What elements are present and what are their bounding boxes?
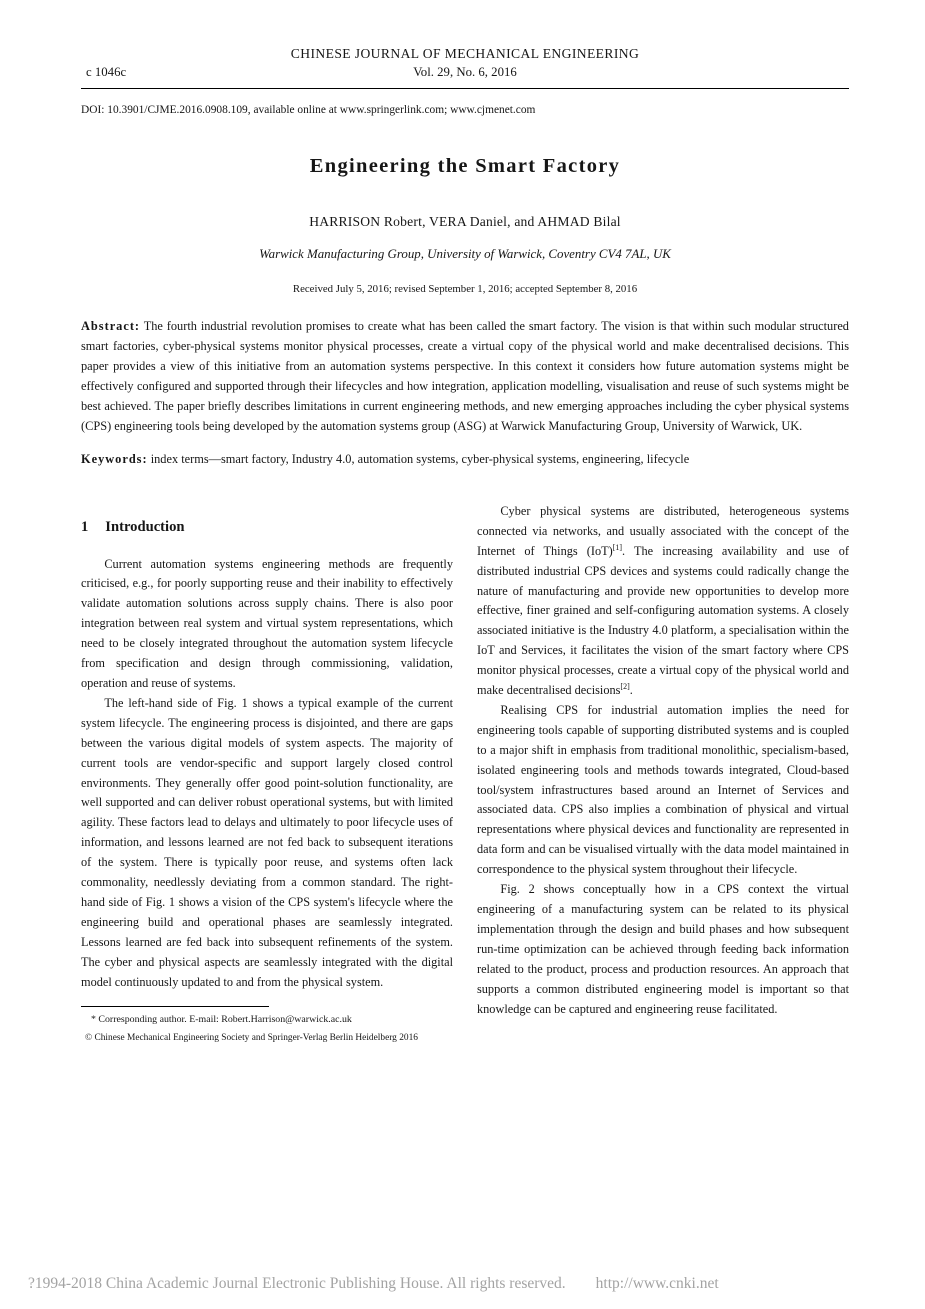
section-heading-introduction — [81, 516, 453, 540]
received-dates: Received July 5, 2016; revised September 1, 2016; accepted September 8, 2016 — [292, 283, 638, 295]
keywords-text: index terms—smart factory, Industry 4.0, automation systems, cyber-physical systems, engineering, lifecycle — [150, 451, 690, 466]
abstract-paragraph — [81, 317, 849, 437]
abstract-text: The fourth industrial revolution promises to create what has been called the smart factory. The vision is that within such modular structured smart factories, cyber-physical systems monitor physical processes, create a virtual copy of the physical world and make decentralised decisions. This paper provides a view of this initiative from an automation systems perspective. In this context it considers how future automation systems might be effectively configured and supported through their lifecycles and how integration, application modelling, visualisation and reuse of such systems might be best achieved. The paper briefly describes limitations in current engineering methods, and new emerging approaches including the cyber physical systems (CPS) engineering tools being developed by the automation systems group (ASG) at Warwick Manufacturing Group, University of Warwick, UK. — [81, 319, 849, 433]
paragraph-text: Cyber physical systems are distributed, heterogeneous systems connected via networks, and usually associated with the concept of the Internet of Things (IoT) — [477, 503, 849, 558]
paragraph: The left-hand side of Fig. 1 shows a typical example of the current system lifecycle. The engineering process is disjointed, and there are gaps between the various digital models of system aspects. The majority of current tools are vendor-specific and support largely closed control environments. They generally offer good point-solution functionality, are well supported and can deliver robust operational systems, but with limited agility. These factors lead to delays and ultimately to poor lifecycle uses of information, and lessons learned are not fed back to subsequent iterations of the system. There is typically poor reuse, and systems often lack commonality, needlessly deviating from a common standard. The right-hand side of Fig. 1 shows a vision of the CPS system's lifecycle where the engineering build and operational phases are seamlessly integrated. Lessons learned are fed back into subsequent refinements of the system. The cyber and physical aspects are seamlessly integrated with the digital model continuously updated to and from the physical system. — [81, 695, 453, 989]
page-number: c 1046c — [86, 65, 127, 79]
body-columns — [81, 502, 849, 1046]
right-column — [477, 502, 849, 1046]
corresponding-author-note: * Corresponding author. E-mail: Robert.Harrison@warwick.ac.uk — [91, 1014, 352, 1026]
watermark-text: ?1994-2018 China Academic Journal Electronic Publishing House. All rights reserved. — [28, 1275, 566, 1292]
citation-ref-1: [1] — [612, 542, 623, 552]
copyright-note: © Chinese Mechanical Engineering Society and Springer-Verlag Berlin Heidelberg 2016 — [85, 1032, 418, 1043]
header-row — [81, 65, 849, 83]
paragraph: Realising CPS for industrial automation implies the need for engineering tools capable of supporting distributed systems and is coupled to a major shift in emphasis from traditional monolithic, specialism-based, isolated engineering tools and methods towards integrated, Cloud-based tool/system infrastructures based around an Internet of Services and associated data. CPS also implies a combination of physical and virtual representations where physical devices and functionality are represented in data form and can be visualised virtually with the data model maintained in correspondence to the physical system throughout their lifecycle. — [477, 702, 849, 877]
paragraph: Fig. 2 shows conceptually how in a CPS context the virtual engineering of a manufacturing system can be related to its physical implementation through the design and build phases and how subsequent run-time optimization can be achieved through feeding back information related to the product, process and production resources. An approach that supports a common distributed engineering model is important so that knowledge can be captured and engineering reuse facilitated. — [477, 882, 849, 1016]
paragraph — [477, 502, 849, 701]
abstract-label: Abstract: — [81, 319, 141, 333]
authors-line: HARRISON Robert, VERA Daniel, and AHMAD Bilal — [309, 214, 621, 229]
citation-ref-2: [2] — [620, 681, 630, 691]
keywords-label: Keywords: — [81, 451, 148, 466]
doi-line: DOI: 10.3901/CJME.2016.0908.109, available online at www.springerlink.com; www.cjmenet.com — [81, 104, 536, 116]
cnki-url: http://www.cnki.net — [595, 1275, 719, 1292]
header-rule — [81, 88, 849, 89]
page-header — [81, 0, 849, 116]
footnote-rule — [81, 1006, 269, 1007]
footnote-block — [81, 1006, 453, 1045]
section-number: 1 — [81, 518, 89, 535]
journal-name: CHINESE JOURNAL OF MECHANICAL ENGINEERING — [290, 46, 640, 61]
cnki-watermark — [28, 1275, 905, 1293]
keywords-paragraph — [81, 450, 849, 470]
article-title: Engineering the Smart Factory — [309, 155, 621, 177]
volume-info: Vol. 29, No. 6, 2016 — [413, 65, 517, 79]
left-column — [81, 502, 453, 1046]
section-title: Introduction — [105, 518, 185, 535]
affiliation-line: Warwick Manufacturing Group, University of Warwick, Coventry CV4 7AL, UK — [259, 247, 671, 261]
paragraph: Current automation systems engineering methods are frequently criticised, e.g., for poorly supporting reuse and their inability to effectively validate automation solutions across supply chains. There is also poor integration between real system and virtual system representations, which need to be closely integrated throughout the automation system lifecycle from specification and design through commissioning, validation, operation and reuse of systems. — [81, 556, 453, 690]
paragraph-text: . The increasing availability and use of distributed industrial CPS devices and systems could radically change the nature of manufacturing and provide new opportunities to develop more effective, finer grained and self-configuring automation systems. A closely associated initiative is the Industry 4.0 platform, a specialisation within the IoT and Services, it facilitates the vision of the smart factory where CPS monitor physical processes, create a virtual copy of the physical world and make decentralised decisions — [477, 543, 849, 698]
paragraph-text: . — [629, 683, 633, 698]
